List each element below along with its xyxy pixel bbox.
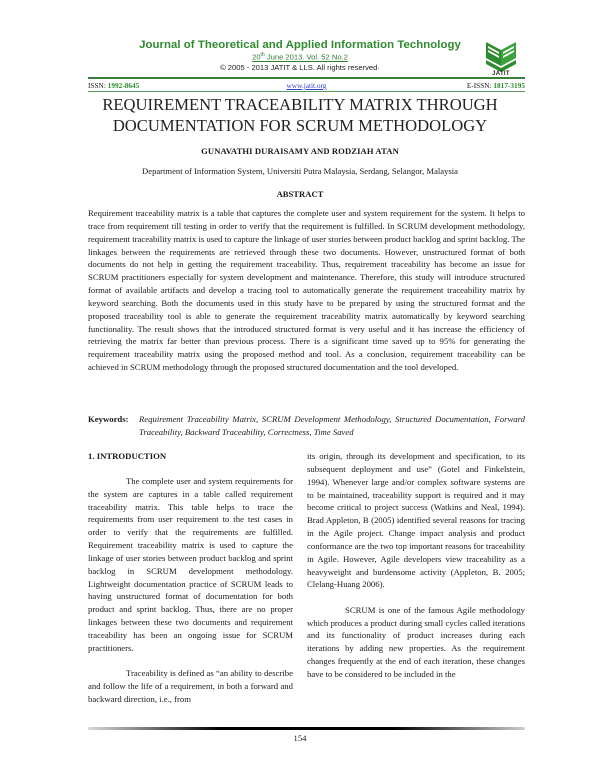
authors: GUNAVATHI DURAISAMY AND RODZIAH ATAN <box>201 146 399 156</box>
intro-paragraph-1: The complete user and system requirements for the system are captures in a table called requirement traceability matrix. This table helps to trace the requirements from user requirement to the test cases in order to verify that the requirements are fulfilled. Requirement traceability matrix is used to capture the linkage of user stories between product backlog and sprint backlog in SCRUM development methodology. Lightweight documentation practice of SCRUM leads to having unstructured format of documentation for both product and sprint backlog. Thus, there are no proper linkages between these two documents and requirement traceability has been an ongoing issue for SCRUM practitioners. <box>88 475 293 653</box>
column-right <box>307 450 525 681</box>
issue-day-suffix: th <box>260 52 265 58</box>
abstract-text: Requirement traceability matrix is a table that captures the complete user and system requirement for the system. It helps to trace from requirement till testing in order to verify that the requirement is fulfilled. In SCRUM development methodology, requirement traceability matrix is used to capture the linkage of user stories between product backlog and sprint backlog. The linkages between the requirements are retrieved through these two documents. However, unstructured format of both documents do not help in getting the requirement traceability. Thus, requirement traceability has become an issue for SCRUM practitioners especially for system development and maintenance. Therefore, this study will introduce structured format of available artifacts and develop a tracing tool to automatically generate the requirement traceability matrix by keyword searching. Both the documents used in this study have to be prepared by using the structured format and the proposed traceability tool is able to generate the requirement traceability matrix automatically by keyword searching functionality. The result shows that the introduced structured format is very useful and it has increase the efficiency of retrieving the matrix far better than previous process. There is a significant time saved up to 95% for generating the requirement traceability matrix using the proposed method and tool. As a conclusion, requirement traceability can be achieved in SCRUM methodology through the proposed structured documentation and the tool developed. <box>88 208 525 373</box>
paper-title-line-2: DOCUMENTATION FOR SCRUM METHODOLOGY <box>112 115 488 135</box>
intro-paragraph-2: Traceability is defined as “an ability to describe and follow the life of a requirement, in both a forward and backward direction, i.e., from <box>88 668 293 704</box>
logo-text: JATIT <box>492 71 510 77</box>
journal-title: Journal of Theoretical and Applied Information Technology <box>139 39 461 51</box>
abstract-heading: ABSTRACT <box>276 189 324 199</box>
column-left <box>88 450 293 706</box>
eissn-label: E-ISSN: <box>466 81 494 90</box>
issn-value: 1992-8645 <box>107 81 140 90</box>
keywords-list: Requirement Traceability Matrix, SCRUM Development Methodology, Structured Documentation, Forward Traceability, Backward Traceability, Correctness, Time Saved <box>139 414 525 437</box>
keywords <box>88 413 525 439</box>
paper-title <box>60 95 540 136</box>
header-rule-top <box>88 77 525 79</box>
keywords-label: Keywords: <box>88 414 129 424</box>
affiliation: Department of Information System, Universiti Putra Malaysia, Serdang, Selangor, Malaysia <box>142 166 458 176</box>
header-rule-bottom <box>88 91 525 92</box>
section-heading-introduction: 1. INTRODUCTION <box>88 451 167 461</box>
issue-volume: June 2013. Vol. 52 No.2 <box>264 52 348 62</box>
footer-rule <box>88 727 525 730</box>
eissn <box>467 81 525 90</box>
eissn-value: 1817-3195 <box>493 81 525 90</box>
page-number: 154 <box>293 733 307 743</box>
intro-paragraph-2-continued: its origin, through its development and specification, to its subsequent deployment and use” (Gotel and Finkelstein, 1994). Whenever large and/or complex software systems are to be maintained, traceability support is required and it may become critical to project success (Watkins and Neal, 1994). Brad Appleton, B (2005) identified several reasons for tracing in the Agile project. Change impact analysis and product conformance are the two top important reasons for traceability in Agile. However, Agile developers view traceability as a heavyweight and burdensome activity (Appleton, B. 2005; Clelang-Huang 2006). <box>307 451 525 590</box>
paper-title-line-1: REQUIREMENT TRACEABILITY MATRIX THROUGH <box>102 95 498 114</box>
copyright-notice: © 2005 - 2013 JATIT & LLS. All rights reserved· <box>220 63 380 72</box>
issn-label: ISSN: <box>88 81 108 90</box>
issue-day: 20 <box>252 52 261 62</box>
intro-paragraph-3: SCRUM is one of the famous Agile methodology which produces a product during small cycles called iterations and its functionality of product increases during each iterations by adding new properties. As the requirement changes frequently at the end of each iteration, these changes have to be considered to be included in the <box>307 604 525 679</box>
website-link[interactable]: www.jatit.org <box>286 81 327 90</box>
